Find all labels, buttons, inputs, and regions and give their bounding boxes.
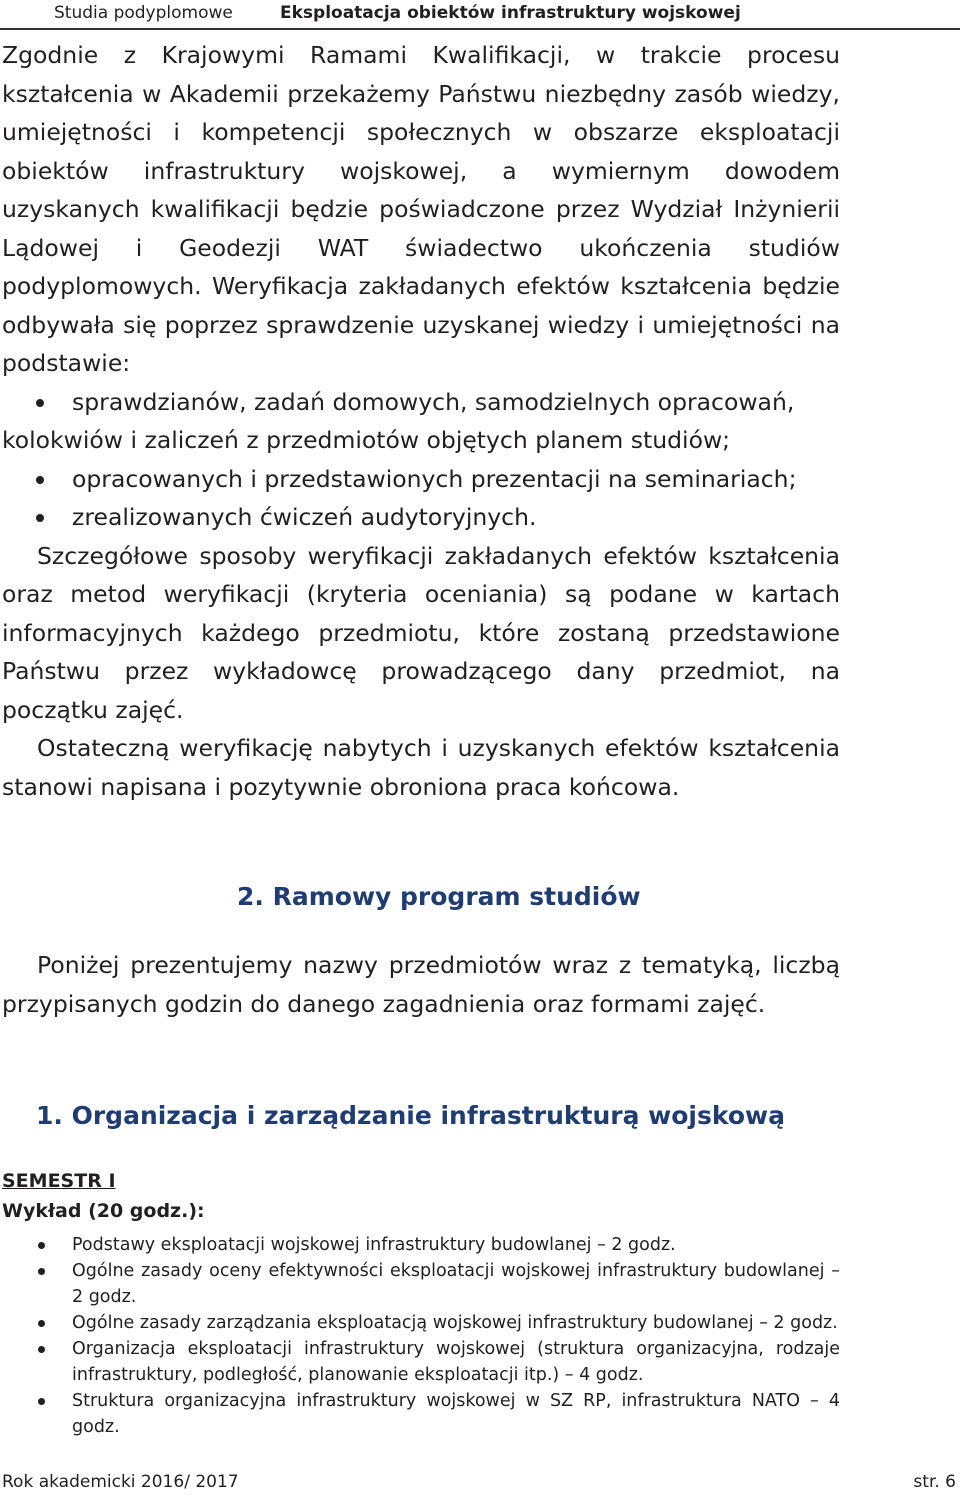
bullet-icon [38, 1320, 45, 1327]
list-item: zrealizowanych ćwiczeń audytoryjnych. [2, 498, 840, 537]
topic-item: Ogólne zasady oceny efektywności eksploatacji wojskowej infrastruktury budowlanej – 2 godz. [2, 1258, 840, 1310]
academic-year: Rok akademicki 2016/ 2017 [2, 1472, 239, 1492]
bullet-icon [36, 399, 44, 407]
topic-item: Podstawy eksploatacji wojskowej infrastruktury budowlanej – 2 godz. [2, 1232, 840, 1258]
lecture-label: Wykład (20 godz.): [2, 1200, 205, 1222]
bullet-icon [36, 514, 44, 522]
header-program-type: Studia podyplomowe [54, 3, 233, 23]
verification-methods-list-2 [2, 460, 840, 537]
paragraph-intro: Poniżej prezentujemy nazwy przedmiotów wraz z tematyką, liczbą przypisanych godzin do danego zagadnienia oraz formami zajęć. [2, 951, 840, 1018]
paragraph-detailed-methods: Szczegółowe sposoby weryfikacji zakładanych efektów kształcenia oraz metod weryfikacji (kryteria oceniania) są podane w kartach informacyjnych każdego przedmiotu, które zostaną przedstawione Państwu przez wykładowcę prowadzącego dany przedmiot, na początku zajęć. [2, 541, 840, 724]
program-intro [2, 946, 840, 1023]
header-program-name: Eksploatacja obiektów infrastruktury wojskowej [280, 3, 741, 23]
page-header [0, 0, 960, 30]
verification-section [2, 36, 840, 806]
topic-item: Struktura organizacyjna infrastruktury wojskowej w SZ RP, infrastruktura NATO – 4 godz. [2, 1388, 840, 1440]
list-item: sprawdzianów, zadań domowych, samodzielnych opracowań, [2, 383, 840, 422]
list-item-continuation: kolokwiów i zaliczeń z przedmiotów objętych planem studiów; [2, 426, 731, 454]
verification-methods-list [2, 383, 840, 422]
list-item: opracowanych i przedstawionych prezentacji na seminariach; [2, 460, 840, 499]
bullet-icon [38, 1398, 45, 1405]
topic-item: Ogólne zasady zarządzania eksploatacją wojskowej infrastruktury budowlanej – 2 godz. [2, 1310, 840, 1336]
topic-item: Organizacja eksploatacji infrastruktury wojskowej (struktura organizacyjna, rodzaje infrastruktury, podległość, planowanie eksploatacji itp.) – 4 godz. [2, 1336, 840, 1388]
bullet-icon [36, 476, 44, 484]
paragraph-qualifications: Zgodnie z Krajowymi Ramami Kwalifikacji, w trakcie procesu kształcenia w Akademii przekażemy Państwu niezbędny zasób wiedzy, umiejętności i kompetencji społecznych w obszarze eksploatacji obiektów infrastruktury wojskowej, a wymiernym dowodem uzyskanych kwalifikacji będzie poświadczone przez Wydział Inżynierii Lądowej i Geodezji WAT świadectwo ukończenia studiów podyplomowych. Weryfikacja zakładanych efektów kształcenia będzie odbywała się poprzez sprawdzenie uzyskanej wiedzy i umiejętności na podstawie: [2, 41, 840, 377]
section-title: 2. Ramowy program studiów [237, 882, 641, 911]
page-footer [0, 1470, 960, 1495]
paragraph-final-verification: Ostateczną weryfikację nabytych i uzyskanych efektów kształcenia stanowi napisana i pozytywnie obroniona praca końcowa. [2, 734, 840, 801]
subsection-title: 1. Organizacja i zarządzanie infrastrukturą wojskową [36, 1101, 785, 1130]
bullet-icon [38, 1242, 45, 1249]
bullet-icon [38, 1268, 45, 1275]
topics-list [2, 1232, 840, 1440]
bullet-icon [38, 1346, 45, 1353]
page-number: str. 6 [913, 1472, 956, 1492]
semester-label: SEMESTR I [2, 1170, 116, 1192]
